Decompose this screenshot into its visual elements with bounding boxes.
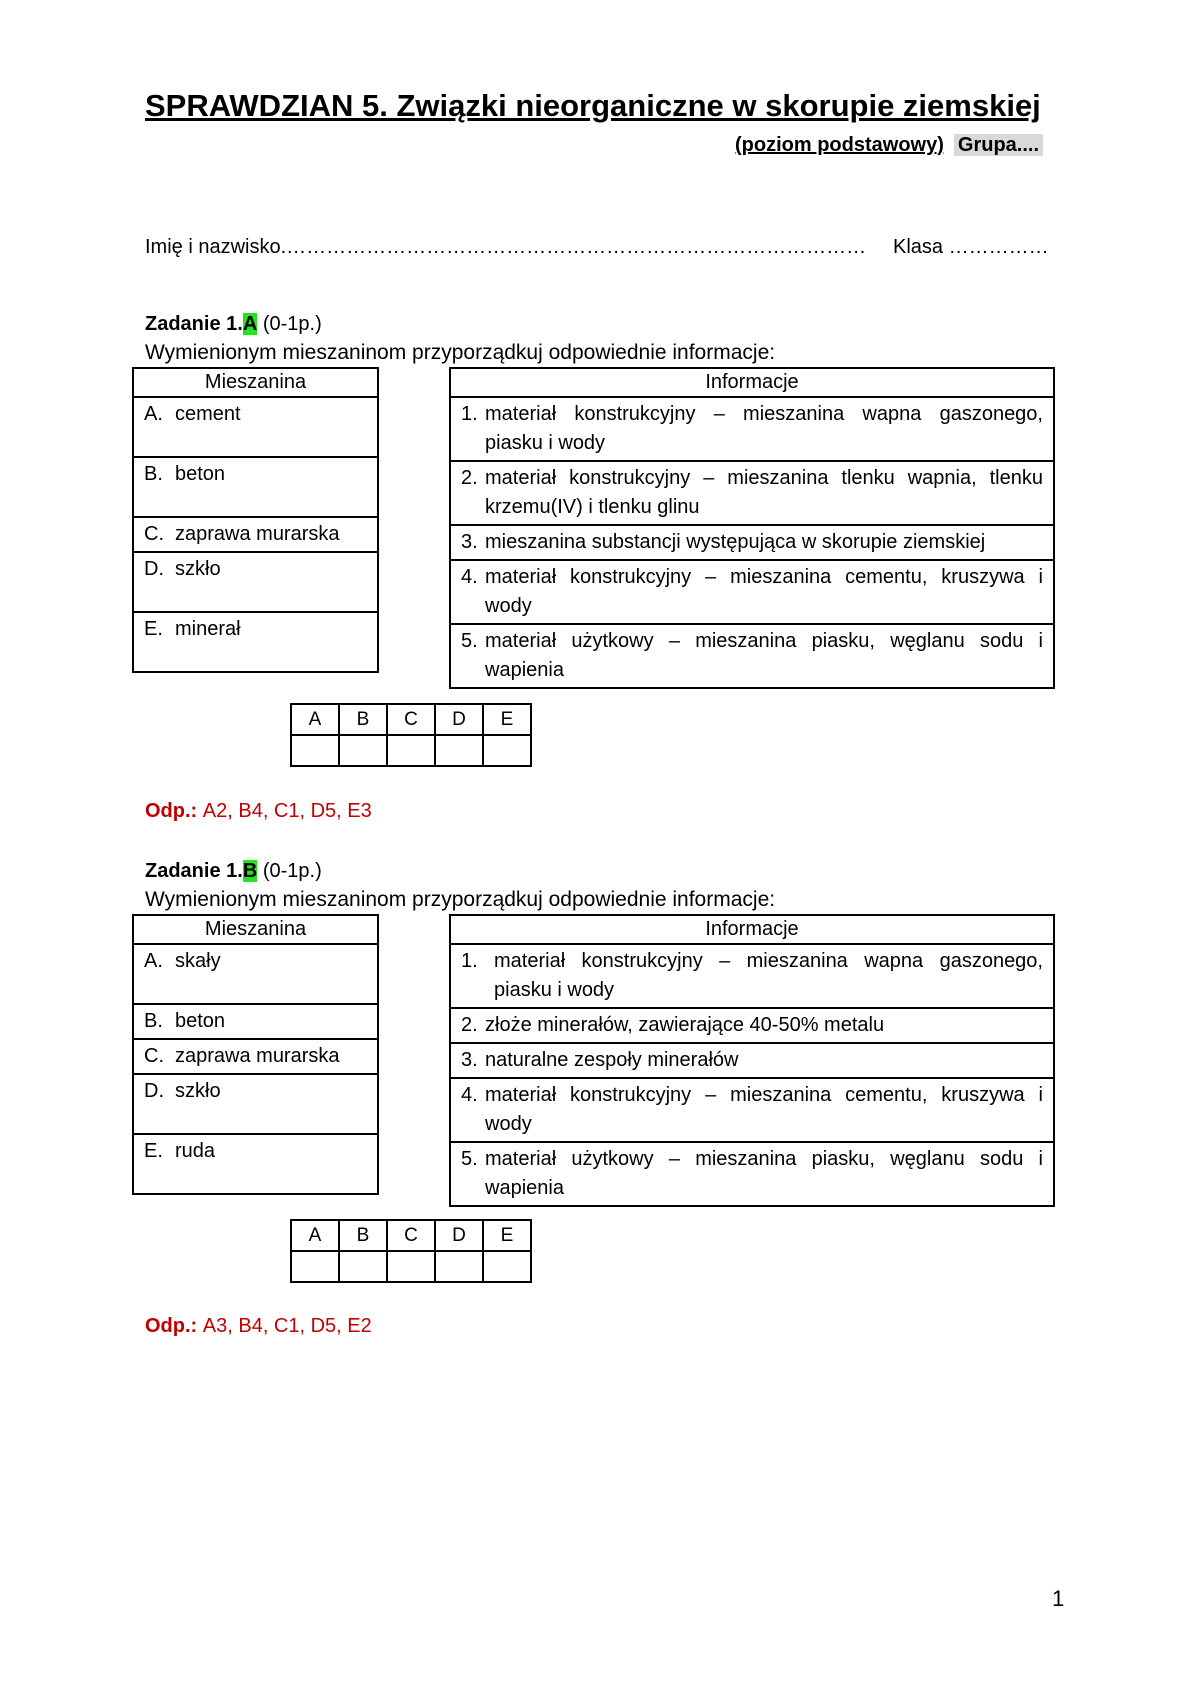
answer-header: B <box>339 704 387 735</box>
info-row: 2. materiał konstrukcyjny – mieszanina tlenku wapnia, tlenku krzemu(IV) i tlenku glinu <box>450 461 1054 525</box>
answer-label: Odp.: <box>145 1315 198 1337</box>
column-header: Informacje <box>450 368 1054 397</box>
mixture-row: A. cement <box>133 397 378 457</box>
answer-header: B <box>339 1220 387 1251</box>
info-row: 5. materiał użytkowy – mieszanina piasku, węglanu sodu i wapienia <box>450 1142 1054 1206</box>
subtitle <box>735 134 1043 157</box>
column-header: Informacje <box>450 915 1054 944</box>
task-a-title <box>145 313 322 336</box>
points: (0-1p.) <box>262 313 322 335</box>
mixture-row: B. beton <box>133 457 378 517</box>
answer-header: D <box>435 1220 483 1251</box>
answer-key: A2, B4, C1, D5, E3 <box>202 800 372 822</box>
task-a-info-table <box>449 367 1055 689</box>
answer-header: C <box>387 704 435 735</box>
points: (0-1p.) <box>262 860 322 882</box>
level-label: (poziom podstawowy) <box>735 134 944 156</box>
task-a-instruction: Wymienionym mieszaninom przyporządkuj odpowiednie informacje: <box>145 341 776 364</box>
task-label: Zadanie 1. <box>145 313 243 335</box>
task-b-answer <box>145 1315 372 1338</box>
answer-cell[interactable] <box>483 735 531 766</box>
info-row: 4. materiał konstrukcyjny – mieszanina cementu, kruszywa i wody <box>450 1078 1054 1142</box>
mixture-row: D. szkło <box>133 1074 378 1134</box>
name-field: Imię i nazwisko.…………………………………………………………………………… <box>145 236 867 258</box>
info-row: 1. materiał konstrukcyjny – mieszanina wapna gaszonego, piasku i wody <box>450 397 1054 461</box>
mixture-row: E. minerał <box>133 612 378 672</box>
answer-header: A <box>291 1220 339 1251</box>
answer-header: E <box>483 1220 531 1251</box>
task-b-info-table <box>449 914 1055 1207</box>
page-number: 1 <box>1052 1586 1065 1611</box>
variant-badge: A <box>242 313 258 335</box>
task-a-mixture-table <box>132 367 379 673</box>
info-row: 1. materiał konstrukcyjny – mieszanina wapna gaszonego, piasku i wody <box>450 944 1054 1008</box>
mixture-row: B. beton <box>133 1004 378 1039</box>
answer-cell[interactable] <box>339 1251 387 1282</box>
mixture-row: C. zaprawa murarska <box>133 1039 378 1074</box>
page-title: SPRAWDZIAN 5. Związki nieorganiczne w skorupie ziemskiej <box>145 88 1041 123</box>
task-b-answer-grid <box>290 1219 532 1283</box>
task-a-answer <box>145 800 372 823</box>
mixture-row: E. ruda <box>133 1134 378 1194</box>
answer-cell[interactable] <box>387 735 435 766</box>
answer-header: E <box>483 704 531 735</box>
answer-header: A <box>291 704 339 735</box>
mixture-row: A. skały <box>133 944 378 1004</box>
answer-cell[interactable] <box>435 735 483 766</box>
class-field: Klasa …………… <box>893 236 1049 258</box>
answer-header: C <box>387 1220 435 1251</box>
mixture-row: C. zaprawa murarska <box>133 517 378 552</box>
task-a-answer-grid <box>290 703 532 767</box>
task-label: Zadanie 1. <box>145 860 243 882</box>
task-b-instruction: Wymienionym mieszaninom przyporządkuj odpowiednie informacje: <box>145 888 776 911</box>
column-header: Mieszanina <box>133 915 378 944</box>
answer-header: D <box>435 704 483 735</box>
info-row: 3. naturalne zespoły minerałów <box>450 1043 1054 1078</box>
info-row: 2. złoże minerałów, zawierające 40-50% metalu <box>450 1008 1054 1043</box>
info-row: 4. materiał konstrukcyjny – mieszanina cementu, kruszywa i wody <box>450 560 1054 624</box>
answer-cell[interactable] <box>387 1251 435 1282</box>
answer-cell[interactable] <box>483 1251 531 1282</box>
info-row: 3. mieszanina substancji występująca w skorupie ziemskiej <box>450 525 1054 560</box>
info-row: 5. materiał użytkowy – mieszanina piasku, węglanu sodu i wapienia <box>450 624 1054 688</box>
answer-cell[interactable] <box>291 735 339 766</box>
answer-cell[interactable] <box>291 1251 339 1282</box>
column-header: Mieszanina <box>133 368 378 397</box>
task-b-title <box>145 860 322 883</box>
answer-cell[interactable] <box>339 735 387 766</box>
answer-key: A3, B4, C1, D5, E2 <box>202 1315 372 1337</box>
answer-cell[interactable] <box>435 1251 483 1282</box>
group-field: Grupa.... <box>954 134 1043 156</box>
answer-label: Odp.: <box>145 800 198 822</box>
task-b-mixture-table <box>132 914 379 1195</box>
variant-badge: B <box>242 860 258 882</box>
mixture-row: D. szkło <box>133 552 378 612</box>
